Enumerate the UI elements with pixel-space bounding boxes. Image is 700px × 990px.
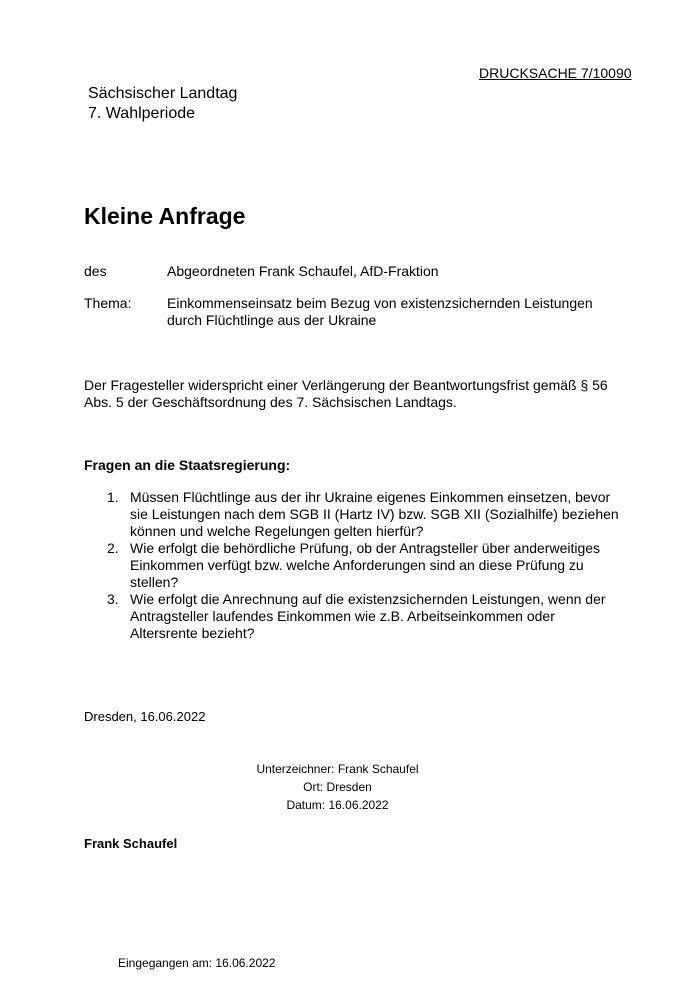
topic-value: Einkommenseinsatz beim Bezug von existenzsichernden Leistungen durch Flüchtlinge aus der Ukraine bbox=[167, 295, 593, 328]
question-text: Müssen Flüchtlinge aus der ihr Ukraine eigenes Einkommen einsetzen, bevor sie Leistungen nach dem SGB II (Hartz IV) bzw. SGB XII (Sozialhilfe) beziehen können und welche Regelungen gelten hierfür? bbox=[130, 489, 619, 539]
signature-date: Datum: 16.06.2022 bbox=[286, 798, 389, 812]
deadline-notice: Der Fragesteller widerspricht einer Verlängerung der Beantwortungsfrist gemäß § 56 Abs. 5 der Geschäftsordnung des 7. Sächsischen Landtags. bbox=[84, 377, 608, 410]
parliament-header bbox=[88, 84, 237, 124]
questions-list bbox=[84, 489, 624, 642]
question-item bbox=[84, 591, 624, 642]
signature-signer: Unterzeichner: Frank Schaufel bbox=[256, 762, 419, 776]
topic-label: Thema: bbox=[84, 295, 132, 311]
document-title: Kleine Anfrage bbox=[84, 203, 246, 229]
legislative-period: 7. Wahlperiode bbox=[88, 105, 196, 122]
electronic-signature-block bbox=[220, 760, 455, 814]
signer-name: Frank Schaufel bbox=[84, 836, 178, 851]
question-text: Wie erfolgt die Anrechnung auf die existenzsichernden Leistungen, wenn der Antragsteller laufendes Einkommen wie z.B. Arbeitseinkommen oder Altersrente bezieht? bbox=[130, 591, 606, 641]
questions-heading: Fragen an die Staatsregierung: bbox=[84, 457, 291, 473]
received-stamp: Eingegangen am: 16.06.2022 bbox=[118, 956, 276, 970]
des-label: des bbox=[84, 263, 107, 279]
question-number: 1. bbox=[107, 489, 119, 505]
question-number: 2. bbox=[107, 540, 119, 556]
des-value: Abgeordneten Frank Schaufel, AfD-Fraktion bbox=[167, 263, 439, 279]
question-item bbox=[84, 540, 624, 591]
place-and-date: Dresden, 16.06.2022 bbox=[84, 709, 206, 724]
document-number: DRUCKSACHE 7/10090 bbox=[479, 65, 632, 81]
parliament-name: Sächsischer Landtag bbox=[88, 85, 238, 102]
question-text: Wie erfolgt die behördliche Prüfung, ob der Antragsteller über anderweitiges Einkommen verfügt bzw. welche Anforderungen sind an diese Prüfung zu stellen? bbox=[130, 540, 601, 590]
question-number: 3. bbox=[107, 591, 119, 607]
signature-place: Ort: Dresden bbox=[303, 780, 372, 794]
question-item bbox=[84, 489, 624, 540]
